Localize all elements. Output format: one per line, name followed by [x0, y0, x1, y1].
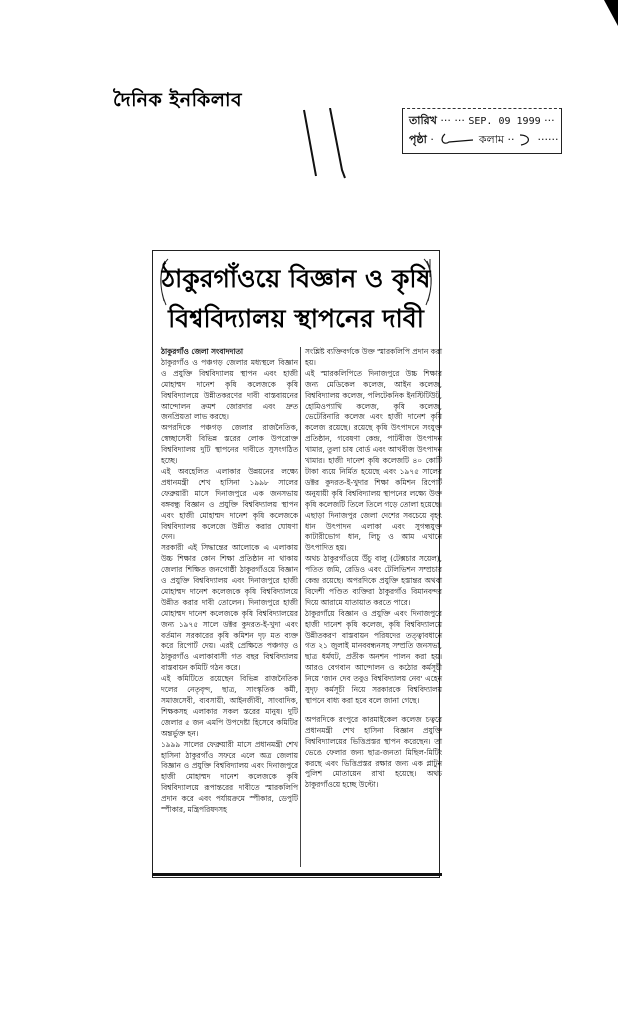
paragraph: এছাড়া দিনাজপুর জেলা দেশের সবচেয়ে বৃহৎ ধান উৎপাদন এলাকা এবং সুগন্ধযুক্ত কাটারীভোগ ধান, লিচু ও আম এখানে উৎপাদিত হয়।: [305, 510, 442, 553]
masthead: দৈনিক ইনকিলাব: [113, 89, 243, 111]
page-fold-icon: [604, 0, 618, 26]
paragraph: এই স্মারকলিপিতে দিনাজপুরে উচ্চ শিক্ষার জন্য মেডিকেল কলেজ, আইন কলেজ, বিশ্ববিদ্যালয় কলেজ, পলিটেকনিক ইনস্টিটিউট, হোমিওপ্যাথি কলেজ, কৃষি কলেজ, ভেটেরিনারি কলেজ এবং হাজী দানেশ কৃষি কলেজ রয়েছে। রয়েছে কৃষি উৎপাদনে সংযুক্ত প্রতিষ্ঠান, গবেষণা কেন্দ্র, পাটবীজ উৎপাদন খামার, তুলা চাষ বোর্ড এবং আখবীজ উৎপাদন খামার। হাজী দানেশ কৃষি কলেজটি ৪০ কোটি টাকা ব্যয়ে নির্মিত হয়েছে এবং ১৯৭৫ সালের ডক্টর কুদরত-ই-খুদার শিক্ষা কমিশন রিপোর্ট অনুযায়ী কৃষি বিশ্ববিদ্যালয় স্থাপনের লক্ষ্যে উক্ত কৃষি কলেজটি তিলে তিলে গড়ে তোলা হয়েছে।: [305, 368, 442, 509]
headline-line-2: বিশ্ববিদ্যালয় স্থাপনের দাবী: [168, 304, 424, 333]
paragraph: অপরদিকে রংপুরে কারমাইকেল কলেজ চত্বরে প্রধানমন্ত্রী শেখ হাসিনা বিজ্ঞান প্রযুক্তি বিশ্ববিদ্যালয়ের ভিত্তিপ্রস্তর স্থাপন করেছেন। তা ভেঙে ফেলার জন্য ছাত্র-জনতা মিছিল-মিটিং করছে এবং ভিত্তিপ্রস্তর রক্ষার জন্য এক প্লাটুন পুলিশ মোতায়েন রাখা হয়েছে। অথচ ঠাকুরগাঁওয়ে হচ্ছে উল্টো।: [305, 714, 442, 790]
paragraph: অথচ ঠাকুরগাঁওয়ে উঁচু বালু (টেক্সচার সয়েল), পতিত জমি, রেডিও এবং টেলিভিশন সম্প্রচার কেন্দ্র রয়েছে। অপরদিকে প্রযুক্তি হস্তান্তর অথবা বিদেশী পণ্ডিত ব্যক্তিরা ঠাকুরগাঁও বিমানবন্দর দিয়ে আরামে যাতায়াত করতে পারে।: [305, 554, 442, 607]
paragraph: এই কমিটিতে রয়েছেন বিভিন্ন রাজনৈতিক দলের নেতৃবৃন্দ, ছাত্র, সাংস্কৃতিক কর্মী, সমাজসেবী, ব্যবসায়ী, আইনজীবী, সাংবাদিক, শিক্ষকসহ এলাকার সকল স্তরের মানুষ। দুটি জেলার ৫ জন এমপি উপদেষ্টা হিসেবে কমিটির অন্তর্ভুক্ত হন।: [161, 674, 298, 738]
paragraph: এই অবহেলিত এলাকার উন্নয়নের লক্ষ্যে প্রধানমন্ত্রী শেখ হাসিনা ১৯৯৮ সালের ফেব্রুয়ারী মাসে দিনাজপুরে এক জনসভায় বঙ্গবন্ধু বিজ্ঞান ও প্রযুক্তি বিশ্ববিদ্যালয় স্থাপন এবং হাজী মোহাম্মদ দানেশ কৃষি কলেজকে বিশ্ববিদ্যালয় কলেজে উন্নীত করার ঘোষণা দেন।: [161, 466, 298, 542]
pen-marks: [300, 108, 370, 188]
byline: ঠাকুরগাঁও জেলা সংবাদদাতা: [161, 347, 244, 356]
paragraph: অপরদিকে পঞ্চগড় জেলার রাজনৈতিক, স্বেচ্ছাসেবী বিভিন্ন স্তরের লোক উপরোক্ত বিশ্ববিদ্যালয় দুটি স্থাপনের দাবীতে সুসংগঠিত হচ্ছে।: [161, 423, 298, 466]
headline-line-1: ঠাকুরগাঁওয়ে বিজ্ঞান ও কৃষি: [161, 264, 431, 293]
article-column-left: [161, 347, 298, 816]
paragraph: ১৯৯৯ সালের ফেব্রুয়ারী মাসে প্রধানমন্ত্রী শেখ হাসিনা ঠাকুরগাঁও সফরে এলে অত্র জেলায় বিজ্ঞান ও প্রযুক্তি বিশ্ববিদ্যালয় এবং দিনাজপুরে হাজী মোহাম্মদ দানেশ কলেজকে কৃষি বিশ্ববিদ্যালয়ে রূপান্তরের দাবীতে স্মারকলিপি প্রদান করে এবং পর্যায়ক্রমে স্পীকার, ডেপুটি স্পীকার, মন্ত্রিপরিষদসহ: [161, 739, 298, 815]
stamp-date-value: SEP. 09 1999: [468, 116, 541, 127]
clipping-bottom-rule: [152, 873, 442, 876]
paragraph: সংশ্লিষ্ট ব্যক্তিবর্গকে উক্ত স্মারকলিপি প্রদান করা হয়।: [305, 347, 442, 367]
handwritten-mark-icon: [437, 133, 475, 147]
paragraph: ঠাকুরগাঁয়ে বিজ্ঞান ও প্রযুক্তি এবং দিনাজপুরে হাজী দানেশ কৃষি কলেজ, কৃষি বিশ্ববিদ্যালয়ে উন্নীতকরণ বাস্তবায়ন পরিষদের তত্ত্বাবধানে গত ২১ জুলাই মানববন্ধনসহ সম্প্রতি জনসভা, ছাত্র ধর্মঘট, প্রতীক অনশন পালন করা হয়। আরও বেগবান আন্দোলন ও কঠোর কর্মসূচী নিয়ে 'জান দেব তবুও বিশ্ববিদ্যালয় নেব' এহেন সুদৃঢ় কর্মসূচী নিয়ে সরকারকে বিশ্ববিদ্যালয় স্থাপনে বাধ্য করা হবে বলে জানা গেছে।: [305, 608, 442, 705]
date-stamp: তারিখ ··· ··· SEP. 09 1999 ··· পৃষ্ঠা · কলাম ·· ······: [402, 108, 562, 154]
news-clipping: [152, 250, 440, 878]
handwritten-mark-icon: [518, 133, 534, 147]
article-column-right: [305, 347, 442, 791]
column-divider: [300, 347, 301, 867]
paragraph: সরকারী এই সিদ্ধান্তের আলোকে এ এলাকায় উচ্চ শিক্ষার কোন শিক্ষা প্রতিষ্ঠান না থাকায় জেলার শিক্ষিত জনগোষ্ঠী ঠাকুরগাঁওয়ে বিজ্ঞান ও প্রযুক্তি বিশ্ববিদ্যালয় এবং দিনাজপুরে হাজী মোহাম্মদ দানেশ কলেজকে কৃষি বিশ্ববিদ্যালয়ে উন্নীত করার দাবী তোলেন। দিনাজপুরে হাজী মোহাম্মদ দানেশ কলেজকে কৃষি বিশ্ববিদ্যালয়ের জন্য ১৯৭৫ সালে ডক্টর কুদরত-ই-খুদা এবং বর্তমান সরকারের কৃষি কমিশন দৃঢ় মত ব্যক্ত করে রিপোর্ট দেয়। এরই প্রেক্ষিতে পঞ্চগড় ও ঠাকুরগাঁও এলাকাবাসী গত বছর বিশ্ববিদ্যালয় বাস্তবায়ন কমিটি গঠন করে।: [161, 543, 298, 673]
paragraph: ঠাকুরগাঁও ও পঞ্চগড় জেলার মধ্যস্থলে বিজ্ঞান ও প্রযুক্তি বিশ্ববিদ্যালয় স্থাপন এবং হাজী মোহাম্মদ দানেশ কৃষি কলেজকে কৃষি বিশ্ববিদ্যালয়ে উন্নীতকরণের দাবী বাস্তবায়নের আন্দোলন ক্রমশ জোরদার এবং দ্রুত জনপ্রিয়তা লাভ করছে।: [161, 357, 298, 422]
stamp-column-label: কলাম: [478, 133, 505, 146]
stamp-page-label: পৃষ্ঠা: [409, 133, 427, 146]
stamp-date-label: তারিখ: [409, 114, 437, 127]
